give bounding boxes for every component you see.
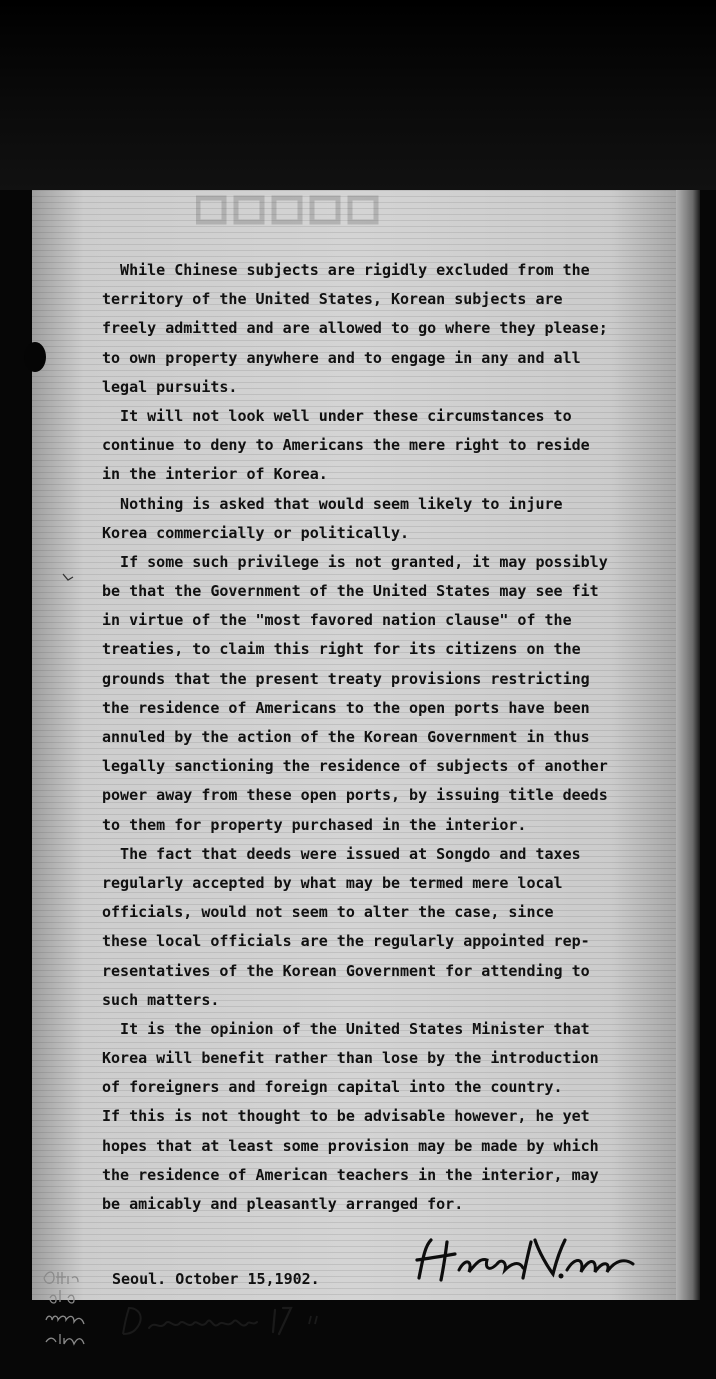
- body-line: the residence of Americans to the open ports have been: [102, 698, 590, 717]
- body-line: Korea will benefit rather than lose by the introduction: [102, 1049, 599, 1068]
- body-line: territory of the United States, Korean subjects are: [102, 290, 563, 309]
- body-line: resentatives of the Korean Government for attending to: [102, 961, 590, 980]
- page-edge-shadow: [676, 190, 700, 1300]
- body-line: If this is not thought to be advisable however, he yet: [102, 1107, 590, 1126]
- body-line: It will not look well under these circumstances to: [102, 406, 572, 425]
- film-border-bottom: [0, 1300, 716, 1379]
- body-line: treaties, to claim this right for its citizens on the: [102, 640, 581, 659]
- body-line: legal pursuits.: [102, 377, 238, 396]
- body-line: legally sanctioning the residence of subjects of another: [102, 757, 608, 776]
- body-line: in the interior of Korea.: [102, 465, 328, 484]
- punch-hole: [24, 342, 46, 372]
- handwritten-date: [115, 1300, 355, 1340]
- body-line: in virtue of the "most favored nation clause" of the: [102, 611, 572, 630]
- dateline: Seoul. October 15,1902.: [112, 1270, 320, 1288]
- body-line: the residence of American teachers in the interior, may: [102, 1165, 599, 1184]
- faint-bleedthrough-stamp: [196, 192, 416, 228]
- body-line: officials, would not seem to alter the case, since: [102, 903, 554, 922]
- body-line: Nothing is asked that would seem likely to injure: [102, 494, 563, 513]
- body-line: of foreigners and foreign capital into the country.: [102, 1078, 563, 1097]
- bleedthrough-stamp-marks: [196, 192, 416, 228]
- body-line: power away from these open ports, by issuing title deeds: [102, 786, 608, 805]
- body-line: grounds that the present treaty provisions restricting: [102, 669, 590, 688]
- body-line: these local officials are the regularly appointed rep-: [102, 932, 590, 951]
- body-line: be that the Government of the United States may see fit: [102, 582, 599, 601]
- margin-handwritten-notes: [40, 1268, 100, 1353]
- body-line: continue to deny to Americans the mere right to reside: [102, 436, 590, 455]
- body-line: to them for property purchased in the interior.: [102, 815, 527, 834]
- body-line: annuled by the action of the Korean Government in thus: [102, 728, 590, 746]
- body-line: While Chinese subjects are rigidly excluded from the: [102, 261, 590, 279]
- body-line: such matters.: [102, 990, 220, 1009]
- body-line: Korea commercially or politically.: [102, 523, 410, 542]
- letter-body: [102, 256, 662, 1219]
- body-line: be amicably and pleasantly arranged for.: [102, 1195, 464, 1213]
- body-line: to own property anywhere and to engage in any and all: [102, 348, 581, 367]
- body-line: hopes that at least some provision may be made by which: [102, 1136, 599, 1155]
- pencil-tick-mark: [62, 572, 74, 584]
- body-line: freely admitted and are allowed to go where they please;: [102, 319, 608, 338]
- body-line: regularly accepted by what may be termed mere local: [102, 873, 563, 892]
- body-line: If some such privilege is not granted, it may possibly: [102, 552, 608, 571]
- signature: [407, 1228, 647, 1288]
- body-line: It is the opinion of the United States Minister that: [102, 1019, 590, 1038]
- film-border-top: [0, 0, 716, 190]
- body-line: The fact that deeds were issued at Songdo and taxes: [102, 844, 581, 863]
